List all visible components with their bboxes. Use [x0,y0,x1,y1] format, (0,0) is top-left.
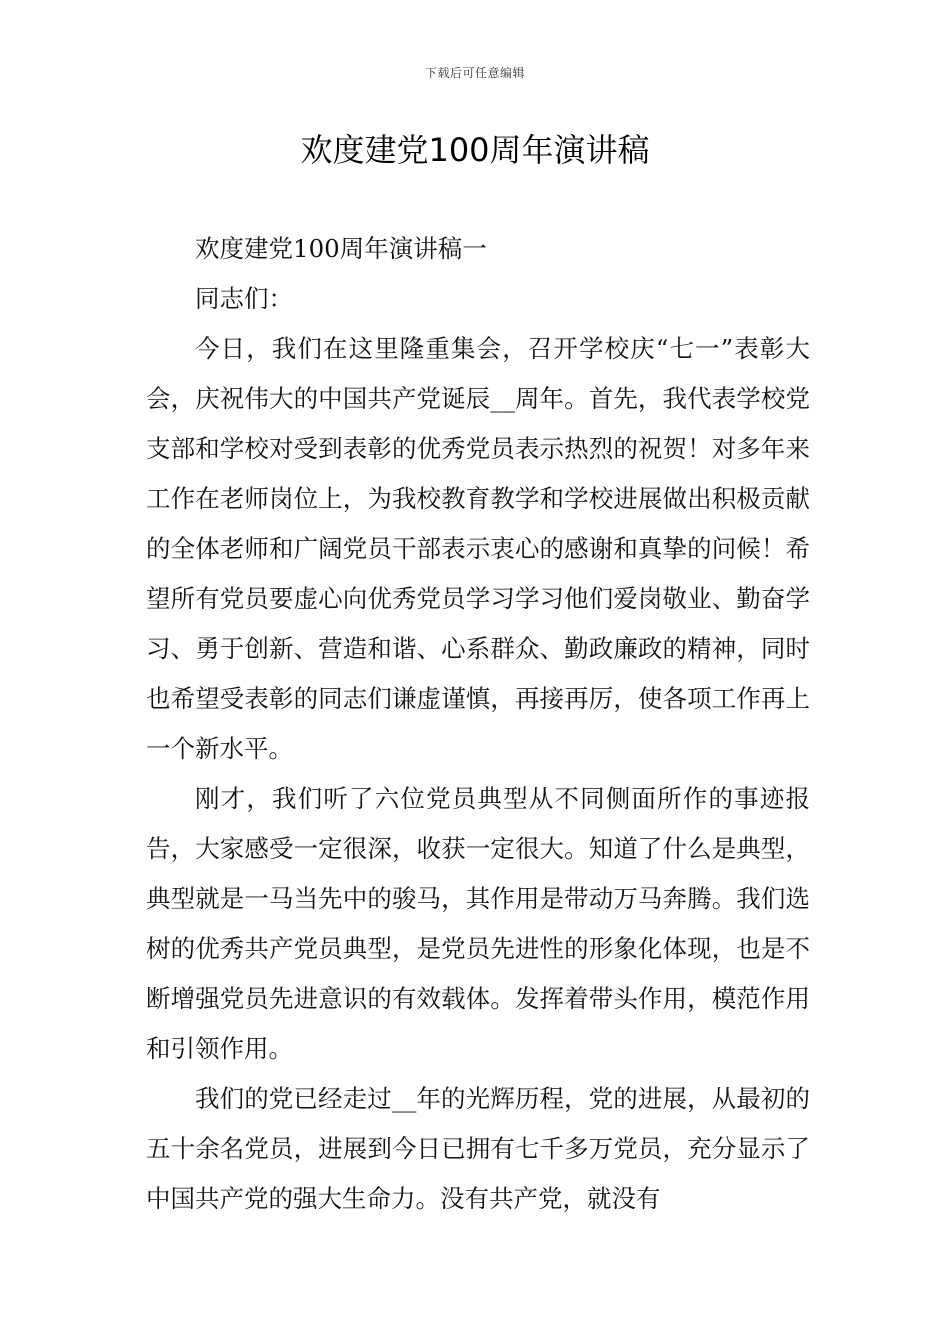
body-paragraph: 今日，我们在这里隆重集会，召开学校庆“七一”表彰大会，庆祝伟大的中国共产党诞辰__周年。首先，我代表学校党支部和学校对受到表彰的优秀党员表示热烈的祝贺！对多年来工作在老师岗位上，为我校教育教学和学校进展做出积极贡献的全体老师和广阔党员干部表示衷心的感谢和真挚的问候！希望所有党员要虚心向优秀党员学习学习他们爱岗敬业、勤奋学习、勇于创新、营造和谐、心系群众、勤政廉政的精神，同时也希望受表彰的同志们谦虚谨慎，再接再厉，使各项工作再上一个新水平。 [146,334,810,763]
salutation-paragraph: 同志们： [195,284,293,313]
subtitle-paragraph: 欢度建党100周年演讲稿一 [195,234,487,263]
header-note: 下载后可任意编辑 [424,66,525,80]
document-title: 欢度建党100周年演讲稿 [300,131,650,169]
document-body [146,224,810,1224]
body-paragraph: 刚才，我们听了六位党员典型从不同侧面所作的事迹报告，大家感受一定很深，收获一定很大。知道了什么是典型，典型就是一马当先中的骏马，其作用是带动万马奔腾。我们选树的优秀共产党员典型，是党员先进性的形象化体现，也是不断增强党员先进意识的有效载体。发挥着带头作用，模范作用和引领作用。 [146,784,810,1063]
body-paragraph: 我们的党已经走过__年的光辉历程，党的进展，从最初的五十余名党员，进展到今日已拥有七千多万党员，充分显示了中国共产党的强大生命力。没有共产党，就没有 [146,1084,810,1213]
